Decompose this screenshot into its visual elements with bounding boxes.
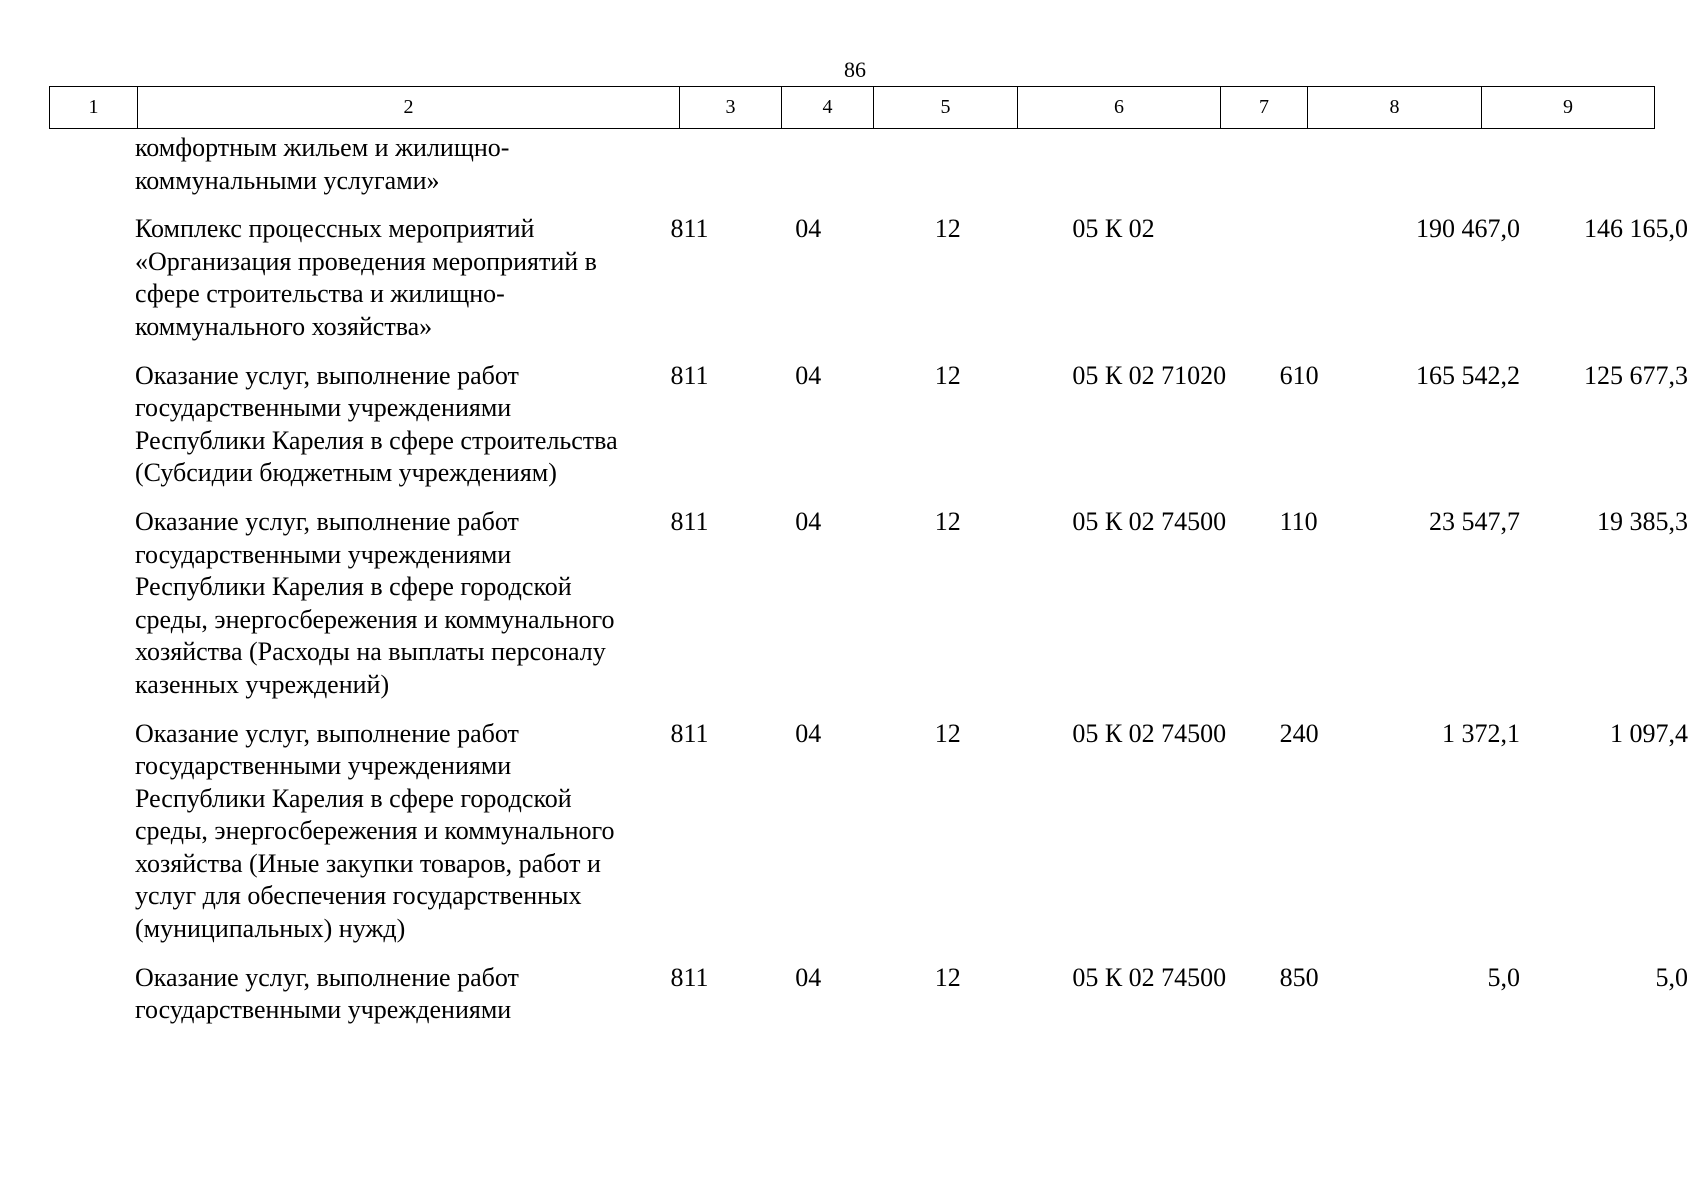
row-name: Оказание услуг, выполнение работ государственными учреждениями Республики Карелия в сфере городской среды, энергосбережения и коммунального хозяйства (Расходы на выплаты персоналу казенных учреждений) xyxy=(134,506,615,699)
header-col-8: 8 xyxy=(1308,87,1482,129)
row-col-6: 05 К 02 71020 xyxy=(1072,360,1227,390)
row-col-5: 12 xyxy=(934,360,961,390)
row-col-8: 190 467,0 xyxy=(1415,214,1520,244)
row-col-1 xyxy=(49,718,126,962)
header-col-5: 5 xyxy=(874,87,1018,129)
table-row xyxy=(49,360,1697,506)
header-col-4: 4 xyxy=(782,87,874,129)
row-name: комфортным жильем и жилищно-коммунальными услугами» xyxy=(134,133,510,195)
row-col-9: 146 165,0 xyxy=(1584,214,1688,244)
header-col-3: 3 xyxy=(680,87,782,129)
row-col-6: 05 К 02 74500 xyxy=(1072,718,1227,748)
row-col-5: 12 xyxy=(934,214,961,244)
row-col-8 xyxy=(1360,132,1529,213)
header-col-9: 9 xyxy=(1482,87,1655,129)
row-col-7: 610 xyxy=(1279,360,1319,390)
header-col-1: 1 xyxy=(50,87,138,129)
row-col-1 xyxy=(49,132,126,213)
table-row xyxy=(49,718,1697,962)
header-col-7: 7 xyxy=(1221,87,1308,129)
row-col-6: 05 К 02 74500 xyxy=(1072,962,1227,992)
row-col-9: 19 385,3 xyxy=(1597,506,1688,536)
header-col-2: 2 xyxy=(138,87,680,129)
row-col-6 xyxy=(1064,132,1258,213)
row-col-9: 5,0 xyxy=(1655,962,1688,992)
row-col-3: 811 xyxy=(670,718,709,748)
row-col-4 xyxy=(764,132,879,213)
row-col-8: 1 372,1 xyxy=(1441,718,1520,748)
row-col-1 xyxy=(49,962,126,1043)
row-col-5 xyxy=(879,132,1065,213)
row-col-8: 5,0 xyxy=(1487,962,1520,992)
row-col-9 xyxy=(1529,132,1697,213)
row-col-8: 23 547,7 xyxy=(1428,506,1520,536)
column-number-header xyxy=(49,86,1655,129)
row-col-6: 05 К 02 xyxy=(1072,214,1155,244)
header-row xyxy=(50,87,1655,129)
row-col-5: 12 xyxy=(934,718,961,748)
row-col-7: 850 xyxy=(1279,962,1319,992)
row-col-3 xyxy=(642,132,765,213)
row-col-3: 811 xyxy=(670,360,709,390)
row-col-4: 04 xyxy=(795,718,822,748)
row-name: Оказание услуг, выполнение работ государственными учреждениями Республики Карелия в сфере строительства (Субсидии бюджетным учреждениям) xyxy=(134,360,618,488)
row-col-3: 811 xyxy=(670,214,709,244)
row-col-1 xyxy=(49,506,126,718)
table-row xyxy=(49,506,1697,718)
table-row xyxy=(49,132,1697,213)
row-col-5: 12 xyxy=(934,962,961,992)
row-col-9: 1 097,4 xyxy=(1610,718,1688,748)
row-col-3: 811 xyxy=(670,506,709,536)
row-col-9: 125 677,3 xyxy=(1584,360,1688,390)
page-number: 86 xyxy=(844,57,866,82)
table-row xyxy=(49,213,1697,359)
row-col-7: 110 xyxy=(1279,506,1318,536)
row-name: Комплекс процессных мероприятий «Организация проведения мероприятий в сфере строительства и жилищно-коммунального хозяйства» xyxy=(134,214,597,341)
row-name: Оказание услуг, выполнение работ государственными учреждениями Республики Карелия в сфере городской среды, энергосбережения и коммунального хозяйства (Иные закупки товаров, работ и услуг для обеспечения государственных (муниципальных) нужд) xyxy=(134,718,615,944)
row-col-4: 04 xyxy=(795,962,822,992)
row-name: Оказание услуг, выполнение работ государственными учреждениями xyxy=(134,962,519,1025)
row-col-7: 240 xyxy=(1279,718,1319,748)
row-col-5: 12 xyxy=(934,506,961,536)
row-col-7 xyxy=(1259,213,1361,359)
table-row xyxy=(49,962,1697,1043)
row-col-4: 04 xyxy=(795,214,822,244)
row-col-3: 811 xyxy=(670,962,709,992)
row-col-7 xyxy=(1259,132,1361,213)
row-col-1 xyxy=(49,360,126,506)
row-col-1 xyxy=(49,213,126,359)
row-col-8: 165 542,2 xyxy=(1415,360,1520,390)
header-col-6: 6 xyxy=(1018,87,1221,129)
row-col-4: 04 xyxy=(795,506,822,536)
budget-table xyxy=(49,132,1697,1043)
row-col-6: 05 К 02 74500 xyxy=(1072,506,1227,536)
row-col-4: 04 xyxy=(795,360,822,390)
